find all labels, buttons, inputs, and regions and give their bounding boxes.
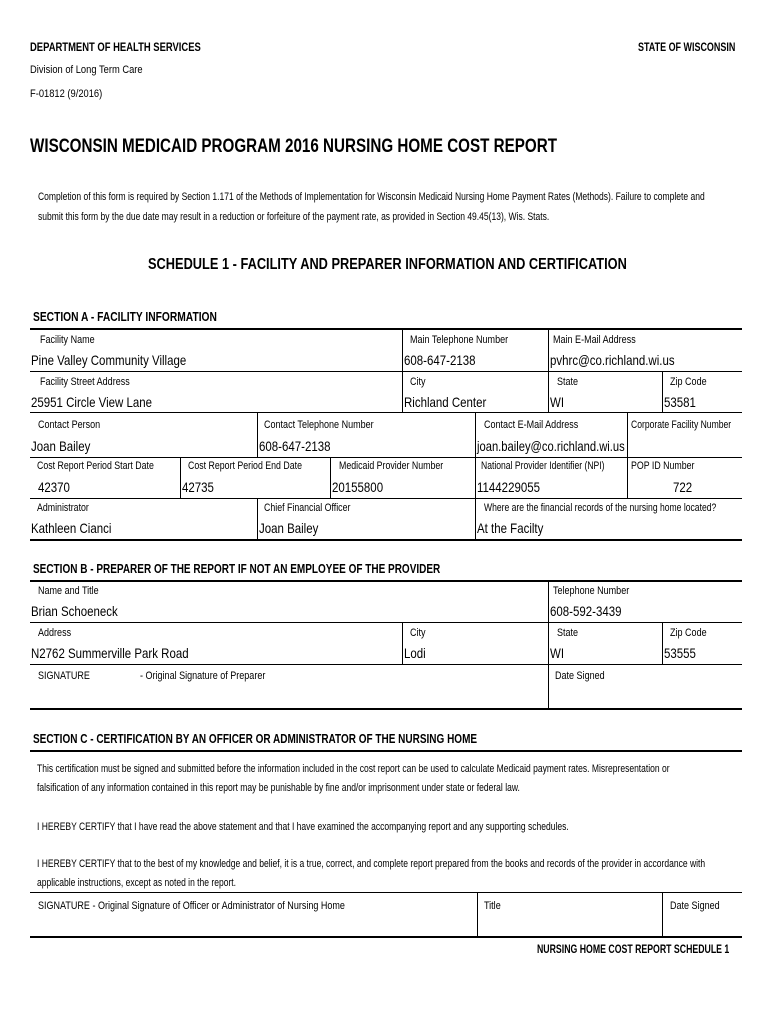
preparer-date-label: Date Signed [555, 670, 605, 682]
period-start-label: Cost Report Period Start Date [37, 460, 154, 472]
facility-name-label: Facility Name [40, 334, 95, 346]
corporate-facility-label: Corporate Facility Number [631, 419, 732, 431]
preparer-signature-field[interactable] [250, 668, 540, 704]
department-name: DEPARTMENT OF HEALTH SERVICES [30, 42, 201, 54]
form-number: F-01812 (9/2016) [30, 88, 103, 100]
contact-email-field[interactable]: joan.bailey@co.richland.wi.us [477, 438, 625, 454]
financial-records-field[interactable]: At the Facilty [477, 520, 544, 536]
officer-signature-label: SIGNATURE - Original Signature of Officer or Administrator of Nursing Home [38, 900, 345, 912]
officer-signature-field[interactable] [36, 914, 472, 934]
zip-code-label: Zip Code [670, 376, 707, 388]
officer-title-field[interactable] [480, 914, 658, 934]
period-end-label: Cost Report Period End Date [188, 460, 302, 472]
intro-line-2: submit this form by the due date may result in a reduction or forfeiture of the payment rate, as provided in Section 49.45(13), Wis. Stats. [38, 211, 550, 223]
contact-person-label: Contact Person [38, 419, 101, 431]
npi-label: National Provider Identifier (NPI) [481, 460, 605, 472]
certification-statement-2a: I HEREBY CERTIFY that to the best of my knowledge and belief, it is a true, correct, and complete report prepared from the books and records of the provider in accordance with [37, 858, 706, 870]
preparer-name-field[interactable]: Brian Schoeneck [31, 603, 118, 619]
cfo-field[interactable]: Joan Bailey [259, 520, 319, 536]
preparer-zip-label: Zip Code [670, 627, 707, 639]
section-c-title: SECTION C - CERTIFICATION BY AN OFFICER OR ADMINISTRATOR OF THE NURSING HOME [33, 732, 478, 746]
main-email-label: Main E-Mail Address [553, 334, 636, 346]
preparer-state-label: State [557, 627, 579, 639]
preparer-date-field[interactable] [552, 686, 738, 704]
state-name: STATE OF WISCONSIN [638, 42, 736, 54]
contact-phone-field[interactable]: 608-647-2138 [259, 438, 331, 454]
page-title: WISCONSIN MEDICAID PROGRAM 2016 NURSING HOME COST REPORT [30, 136, 557, 157]
main-phone-field[interactable]: 608-647-2138 [404, 352, 476, 368]
cfo-label: Chief Financial Officer [264, 502, 351, 514]
state-field[interactable]: WI [550, 394, 565, 410]
administrator-label: Administrator [37, 502, 89, 514]
main-phone-label: Main Telephone Number [410, 334, 509, 346]
city-field[interactable]: Richland Center [404, 394, 487, 410]
preparer-signature-note: - Original Signature of Preparer [140, 670, 266, 682]
city-label: City [410, 376, 426, 388]
medicaid-provider-field[interactable]: 20155800 [332, 479, 384, 495]
pop-id-field[interactable]: 722 [673, 479, 693, 495]
preparer-address-label: Address [38, 627, 72, 639]
medicaid-provider-label: Medicaid Provider Number [339, 460, 444, 472]
preparer-name-label: Name and Title [38, 585, 99, 597]
preparer-address-field[interactable]: N2762 Summerville Park Road [31, 645, 189, 661]
period-end-field[interactable]: 42735 [182, 479, 214, 495]
administrator-field[interactable]: Kathleen Cianci [31, 520, 112, 536]
npi-field[interactable]: 1144229055 [477, 479, 540, 495]
main-email-field[interactable]: pvhrc@co.richland.wi.us [550, 352, 675, 368]
schedule-title: SCHEDULE 1 - FACILITY AND PREPARER INFORMATION AND CERTIFICATION [148, 256, 627, 273]
contact-person-field[interactable]: Joan Bailey [31, 438, 91, 454]
officer-title-label: Title [484, 900, 501, 912]
intro-line-1: Completion of this form is required by Section 1.171 of the Methods of Implementation for Wisconsin Medicaid Nursing Home Payment Rates (Methods). Failure to complete and [38, 191, 705, 203]
street-address-field[interactable]: 25951 Circle View Lane [31, 394, 153, 410]
section-b-title: SECTION B - PREPARER OF THE REPORT IF NOT AN EMPLOYEE OF THE PROVIDER [33, 562, 441, 576]
state-label: State [557, 376, 579, 388]
street-address-label: Facility Street Address [40, 376, 130, 388]
preparer-phone-field[interactable]: 608-592-3439 [550, 603, 622, 619]
section-a-title: SECTION A - FACILITY INFORMATION [33, 310, 217, 324]
certification-text-2: falsification of any information contained in this report may be punishable by fine and/or imprisonment under state or federal law. [37, 782, 520, 794]
footer-label: NURSING HOME COST REPORT SCHEDULE 1 [537, 944, 730, 956]
section-c-rule [30, 750, 742, 752]
certification-statement-2b: applicable instructions, except as noted in the report. [37, 877, 237, 889]
financial-records-label: Where are the financial records of the nursing home located? [484, 502, 717, 514]
period-start-field[interactable]: 42370 [38, 479, 70, 495]
certification-statement-1: I HEREBY CERTIFY that I have read the above statement and that I have examined the accompanying report and any supporting schedules. [37, 821, 569, 833]
preparer-zip-field[interactable]: 53555 [664, 645, 696, 661]
pop-id-label: POP ID Number [631, 460, 695, 472]
preparer-city-label: City [410, 627, 426, 639]
division-name: Division of Long Term Care [30, 64, 143, 76]
certification-text-1: This certification must be signed and submitted before the information included in the cost report can be used to calculate Medicaid payment rates. Misrepresentation or [37, 763, 670, 775]
preparer-city-field[interactable]: Lodi [404, 645, 426, 661]
facility-name-field[interactable]: Pine Valley Community Village [31, 352, 187, 368]
contact-phone-label: Contact Telephone Number [264, 419, 374, 431]
contact-email-label: Contact E-Mail Address [484, 419, 579, 431]
zip-code-field[interactable]: 53581 [664, 394, 696, 410]
preparer-state-field[interactable]: WI [550, 645, 565, 661]
officer-date-label: Date Signed [670, 900, 720, 912]
preparer-phone-label: Telephone Number [553, 585, 630, 597]
officer-date-field[interactable] [666, 914, 738, 934]
preparer-signature-label: SIGNATURE [38, 670, 90, 682]
